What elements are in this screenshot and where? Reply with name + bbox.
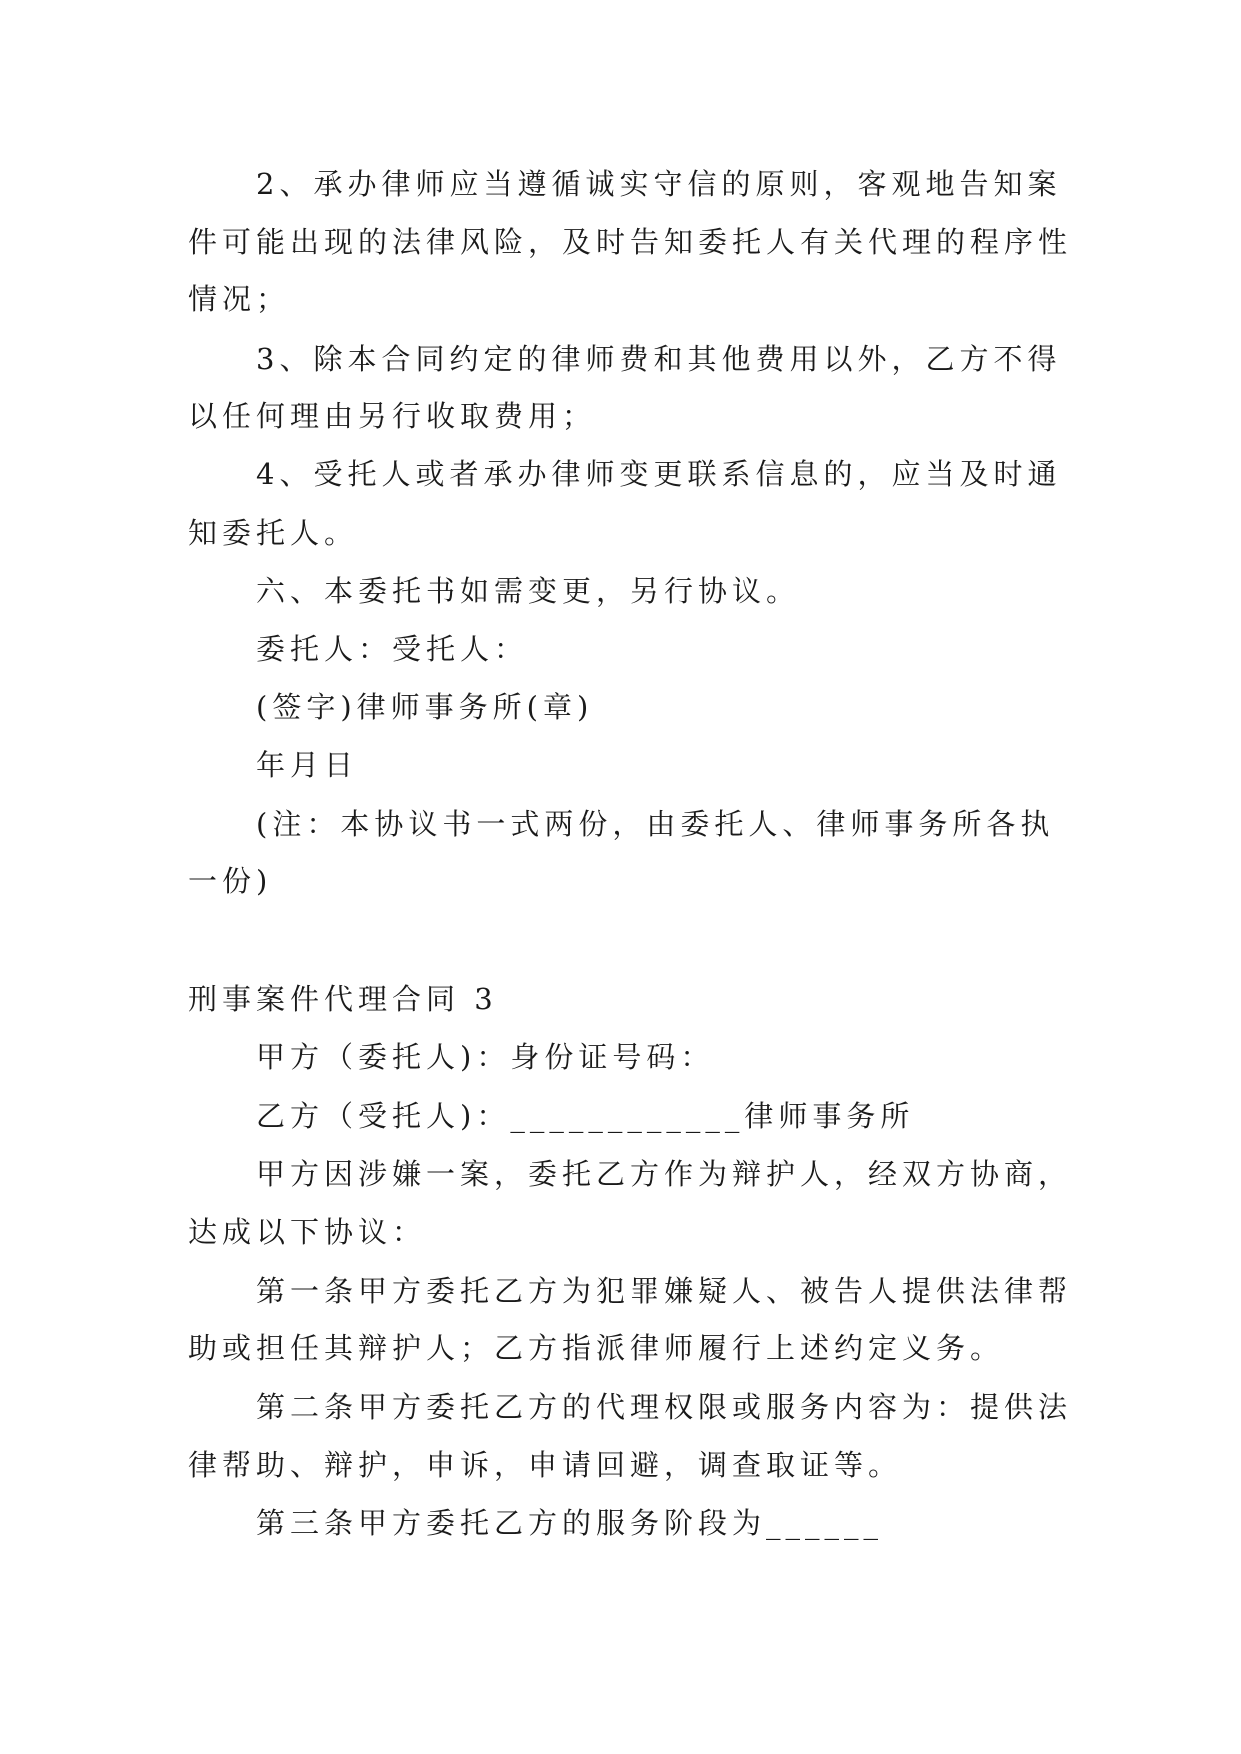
paragraph-line: 件可能出现的法律风险，及时告知委托人有关代理的程序性: [188, 225, 1073, 259]
article-line: 助或担任其辩护人；乙方指派律师履行上述约定义务。: [188, 1331, 1005, 1365]
party-a-line: 甲方（委托人)：身份证号码：: [256, 1040, 715, 1074]
article-line: 第二条甲方委托乙方的代理权限或服务内容为：提供法: [256, 1390, 1073, 1424]
paragraph-line: 4、受托人或者承办律师变更联系信息的，应当及时通: [256, 457, 1062, 491]
paragraph-line: 六、本委托书如需变更，另行协议。: [256, 574, 801, 608]
paragraph-line: 3、除本合同约定的律师费和其他费用以外，乙方不得: [256, 342, 1062, 376]
paragraph-line: 甲方因涉嫌一案，委托乙方作为辩护人，经双方协商，: [256, 1157, 1073, 1191]
paragraph-line: 情况；: [188, 282, 291, 316]
date-label: 年月日: [256, 748, 359, 782]
note-line: 一份): [188, 864, 273, 898]
signature-label: 委托人：受托人：: [256, 632, 529, 666]
paragraph-line: 2、承办律师应当遵循诚实守信的原则，客观地告知案: [256, 167, 1062, 201]
article-line: 律帮助、辩护，申诉，申请回避，调查取证等。: [188, 1448, 903, 1482]
party-b-line: 乙方（受托人)：____________律师事务所: [256, 1099, 915, 1133]
note-line: (注：本协议书一式两份，由委托人、律师事务所各执: [256, 807, 1055, 841]
signature-label: (签字)律师事务所(章): [256, 690, 594, 724]
paragraph-line: 知委托人。: [188, 516, 359, 550]
paragraph-line: 以任何理由另行收取费用；: [188, 399, 597, 433]
paragraph-line: 达成以下协议：: [188, 1215, 427, 1249]
article-line: 第三条甲方委托乙方的服务阶段为______: [256, 1506, 884, 1540]
contract-title: 刑事案件代理合同 3: [188, 982, 498, 1016]
article-line: 第一条甲方委托乙方为犯罪嫌疑人、被告人提供法律帮: [256, 1274, 1073, 1308]
